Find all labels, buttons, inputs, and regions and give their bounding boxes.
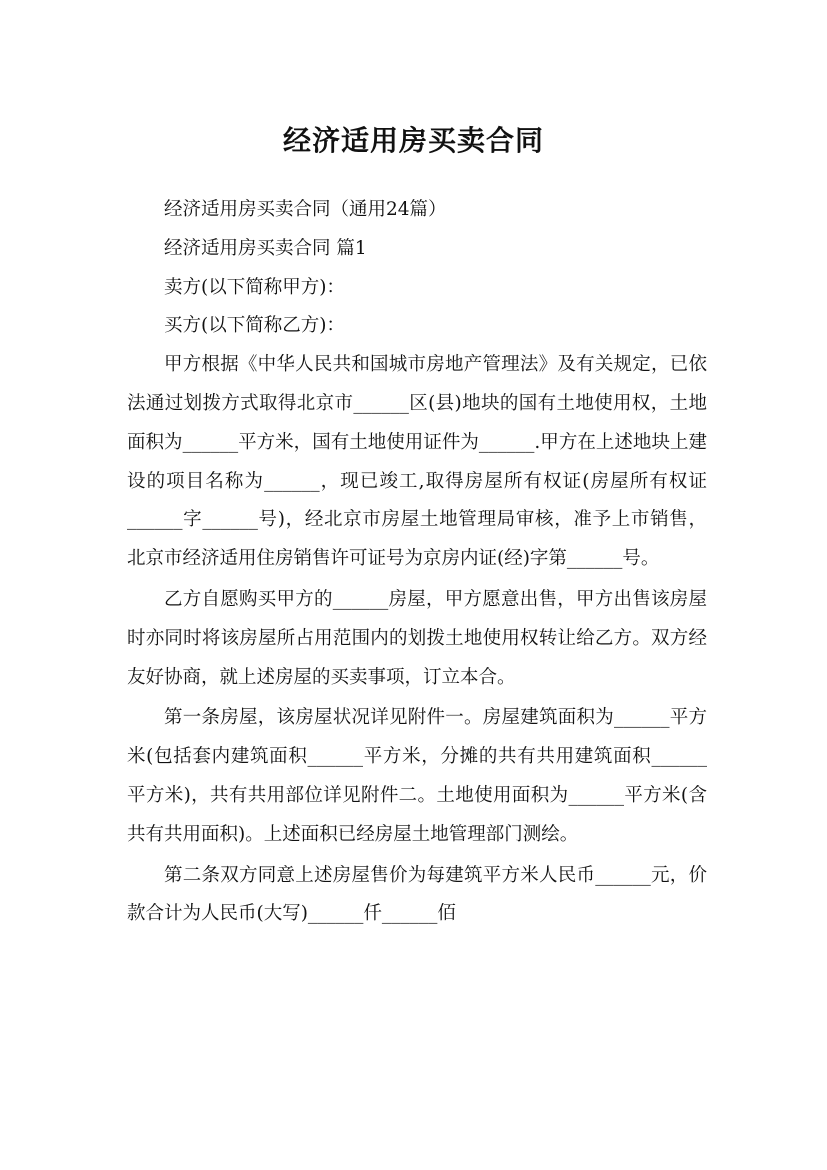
document-body <box>127 191 707 934</box>
paragraph-section-heading: 经济适用房买卖合同 篇1 <box>164 237 367 259</box>
paragraph-seller-line: 卖方(以下简称甲方)： <box>164 276 345 298</box>
paragraph-buyer-line: 买方(以下简称乙方)： <box>164 315 345 337</box>
paragraph-legal-basis: 甲方根据《中华人民共和国城市房地产管理法》及有关规定，已依法通过划拨方式取得北京市______区(县)地块的国有土地使用权，土地面积为______平方米，国有土地使用证件为______.甲方在上述地块上建设的项目名称为______，现已竣工,取得房屋所有权证(房屋所有权证______字______号)，经北京市房屋土地管理局审核，准予上市销售，北京市经济适用住房销售许可证号为京房内证(经)字第______号。 <box>127 354 707 570</box>
paragraph-article-one: 第一条房屋，该房屋状况详见附件一。房屋建筑面积为______平方米(包括套内建筑面积______平方米，分摊的共有共用建筑面积______平方米)，共有共用部位详见附件二。土地使用面积为______平方米(含共有共用面积)。上述面积已经房屋土地管理部门测绘。 <box>127 707 707 845</box>
paragraph-purchase-intent: 乙方自愿购买甲方的______房屋，甲方愿意出售，甲方出售该房屋时亦同时将该房屋所占用范围内的划拨土地使用权转让给乙方。双方经友好协商，就上述房屋的买卖事项，订立本合。 <box>127 588 707 688</box>
paragraph-article-two: 第二条双方同意上述房屋售价为每建筑平方米人民币______元，价款合计为人民币(大写)______仟______佰 <box>127 864 707 925</box>
document-title: 经济适用房买卖合同 <box>282 123 544 157</box>
paragraph-collection-title: 经济适用房买卖合同（通用24篇） <box>164 199 447 220</box>
